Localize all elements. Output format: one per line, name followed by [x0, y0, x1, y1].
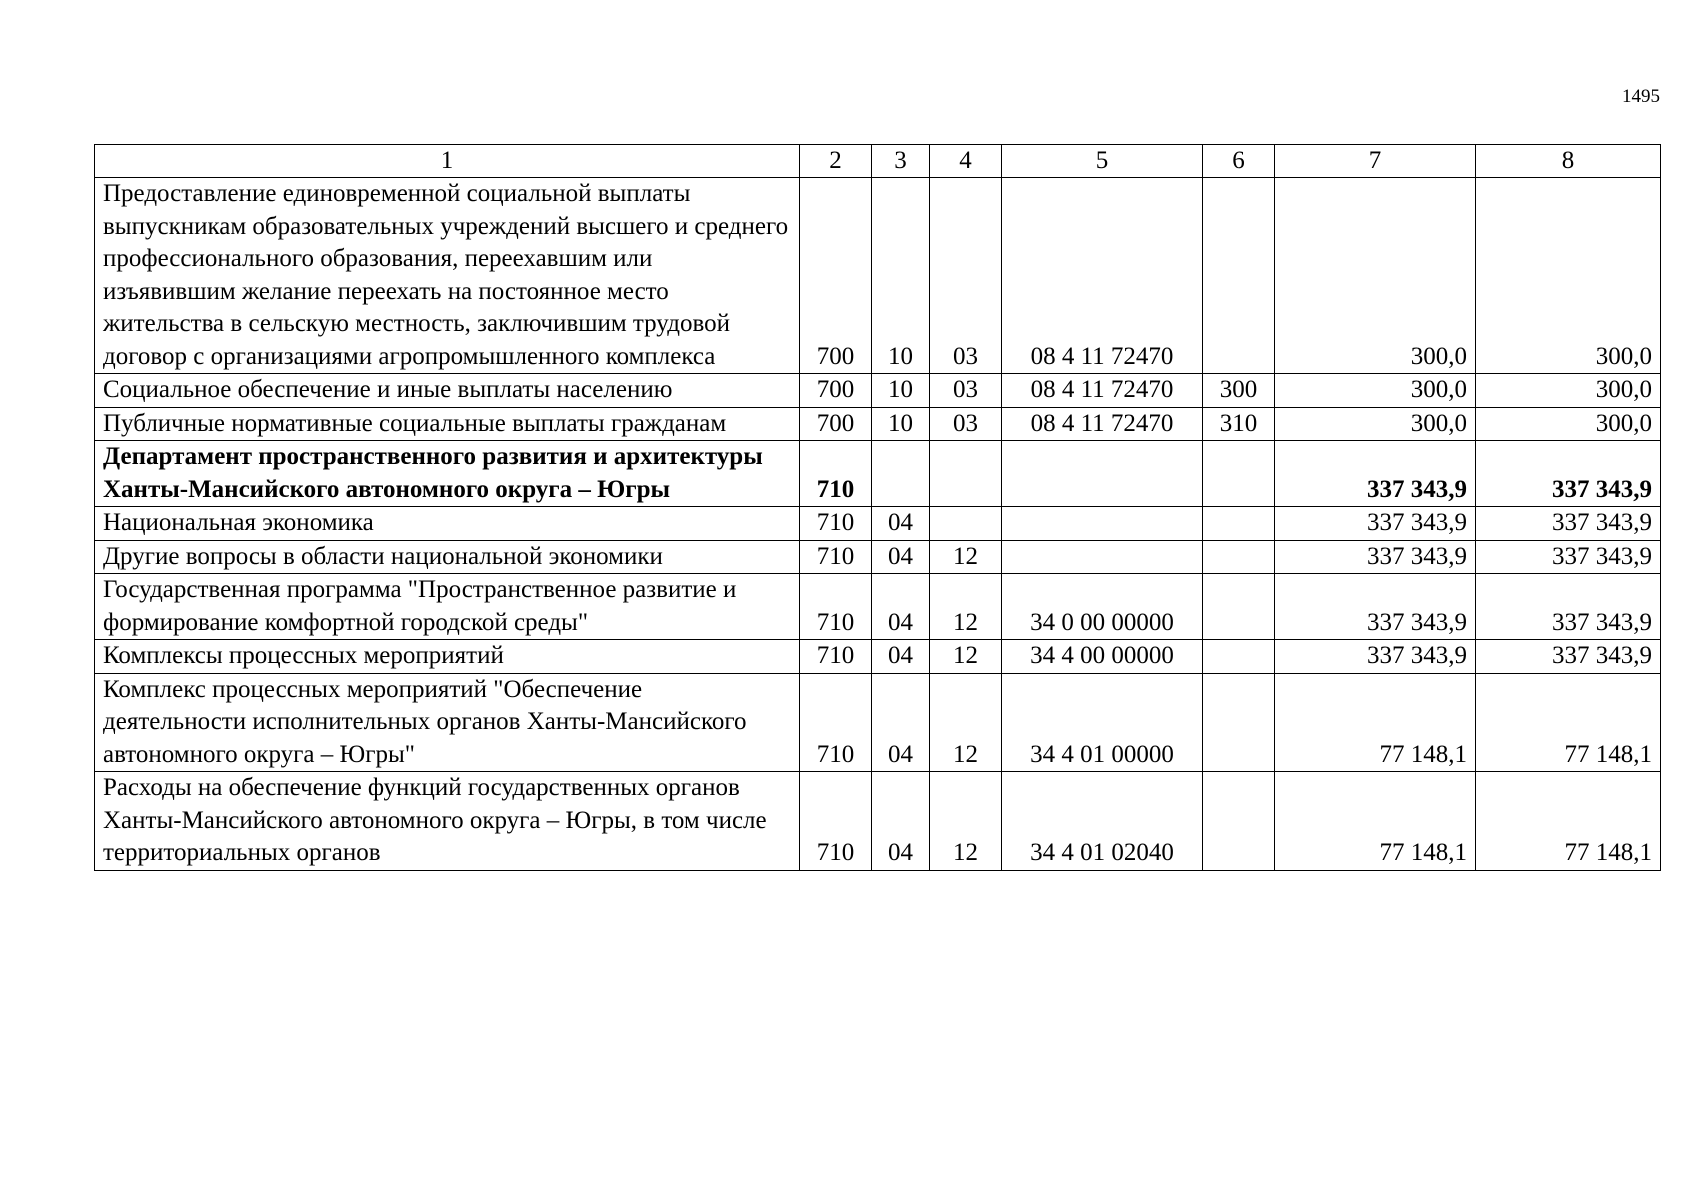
row-name-cell: Департамент пространственного развития и архитектуры Ханты-Мансийского автономного округа – Югры	[95, 441, 800, 507]
section-code-cell: 04	[872, 574, 930, 640]
amount-col7-cell: 337 343,9	[1275, 640, 1476, 674]
section-code-cell: 04	[872, 507, 930, 541]
expense-type-cell	[1203, 178, 1275, 374]
row-name-cell: Предоставление единовременной социальной выплаты выпускникам образовательных учреждений высшего и среднего профессионального образования, переехавшим или изъявившим желание переехать на постоянное место жительства в сельскую местность, заключившим трудовой договор с организациями агропромышленного комплекса	[95, 178, 800, 374]
admin-code-cell: 710	[800, 574, 872, 640]
table-row	[95, 441, 1661, 507]
amount-col7-cell: 300,0	[1275, 178, 1476, 374]
column-header: 8	[1476, 145, 1661, 178]
amount-col8-cell: 300,0	[1476, 407, 1661, 441]
column-header: 3	[872, 145, 930, 178]
amount-col8-cell: 337 343,9	[1476, 640, 1661, 674]
subsection-code-cell: 03	[930, 407, 1002, 441]
amount-col7-cell: 337 343,9	[1275, 574, 1476, 640]
table-row	[95, 673, 1661, 772]
section-code-cell: 04	[872, 673, 930, 772]
amount-col8-cell: 337 343,9	[1476, 574, 1661, 640]
amount-col7-cell: 337 343,9	[1275, 507, 1476, 541]
admin-code-cell: 710	[800, 507, 872, 541]
expense-type-cell	[1203, 441, 1275, 507]
target-article-cell	[1002, 507, 1203, 541]
row-name-cell: Расходы на обеспечение функций государственных органов Ханты-Мансийского автономного округа – Югры, в том числе территориальных органов	[95, 772, 800, 871]
subsection-code-cell	[930, 507, 1002, 541]
column-header: 6	[1203, 145, 1275, 178]
subsection-code-cell	[930, 441, 1002, 507]
amount-col7-cell: 337 343,9	[1275, 441, 1476, 507]
table-row	[95, 407, 1661, 441]
table-row	[95, 574, 1661, 640]
table-row	[95, 507, 1661, 541]
target-article-cell: 34 4 01 00000	[1002, 673, 1203, 772]
table-row	[95, 540, 1661, 574]
subsection-code-cell: 12	[930, 640, 1002, 674]
target-article-cell	[1002, 540, 1203, 574]
target-article-cell: 08 4 11 72470	[1002, 374, 1203, 408]
amount-col8-cell: 77 148,1	[1476, 673, 1661, 772]
row-name-cell: Национальная экономика	[95, 507, 800, 541]
expense-type-cell	[1203, 673, 1275, 772]
row-name-cell: Государственная программа "Пространственное развитие и формирование комфортной городской среды"	[95, 574, 800, 640]
section-code-cell: 10	[872, 178, 930, 374]
admin-code-cell: 710	[800, 772, 872, 871]
column-header: 4	[930, 145, 1002, 178]
row-name-cell: Комплекс процессных мероприятий "Обеспечение деятельности исполнительных органов Ханты-Мансийского автономного округа – Югры"	[95, 673, 800, 772]
expense-type-cell	[1203, 772, 1275, 871]
target-article-cell: 34 4 00 00000	[1002, 640, 1203, 674]
header-row	[95, 145, 1661, 178]
table-row	[95, 178, 1661, 374]
row-name-cell: Публичные нормативные социальные выплаты гражданам	[95, 407, 800, 441]
table-row	[95, 640, 1661, 674]
expense-type-cell	[1203, 640, 1275, 674]
target-article-cell: 08 4 11 72470	[1002, 407, 1203, 441]
row-name-cell: Другие вопросы в области национальной экономики	[95, 540, 800, 574]
expense-type-cell	[1203, 540, 1275, 574]
amount-col8-cell: 300,0	[1476, 178, 1661, 374]
row-name-cell: Комплексы процессных мероприятий	[95, 640, 800, 674]
table-row	[95, 772, 1661, 871]
amount-col8-cell: 337 343,9	[1476, 540, 1661, 574]
expense-type-cell: 310	[1203, 407, 1275, 441]
amount-col8-cell: 337 343,9	[1476, 441, 1661, 507]
admin-code-cell: 710	[800, 441, 872, 507]
subsection-code-cell: 03	[930, 374, 1002, 408]
budget-table	[94, 144, 1661, 871]
page-number: 1495	[1622, 86, 1660, 107]
row-name-cell: Социальное обеспечение и иные выплаты населению	[95, 374, 800, 408]
admin-code-cell: 710	[800, 640, 872, 674]
admin-code-cell: 700	[800, 374, 872, 408]
subsection-code-cell: 03	[930, 178, 1002, 374]
subsection-code-cell: 12	[930, 772, 1002, 871]
column-header: 5	[1002, 145, 1203, 178]
subsection-code-cell: 12	[930, 540, 1002, 574]
admin-code-cell: 700	[800, 178, 872, 374]
amount-col8-cell: 337 343,9	[1476, 507, 1661, 541]
table-row	[95, 374, 1661, 408]
section-code-cell: 04	[872, 640, 930, 674]
admin-code-cell: 700	[800, 407, 872, 441]
amount-col7-cell: 300,0	[1275, 374, 1476, 408]
column-header: 1	[95, 145, 800, 178]
amount-col8-cell: 77 148,1	[1476, 772, 1661, 871]
amount-col7-cell: 77 148,1	[1275, 772, 1476, 871]
subsection-code-cell: 12	[930, 574, 1002, 640]
amount-col8-cell: 300,0	[1476, 374, 1661, 408]
amount-col7-cell: 300,0	[1275, 407, 1476, 441]
section-code-cell: 10	[872, 374, 930, 408]
section-code-cell: 04	[872, 540, 930, 574]
section-code-cell	[872, 441, 930, 507]
subsection-code-cell: 12	[930, 673, 1002, 772]
section-code-cell: 04	[872, 772, 930, 871]
expense-type-cell	[1203, 507, 1275, 541]
expense-type-cell: 300	[1203, 374, 1275, 408]
expense-type-cell	[1203, 574, 1275, 640]
target-article-cell: 34 0 00 00000	[1002, 574, 1203, 640]
target-article-cell	[1002, 441, 1203, 507]
admin-code-cell: 710	[800, 540, 872, 574]
target-article-cell: 08 4 11 72470	[1002, 178, 1203, 374]
column-header: 7	[1275, 145, 1476, 178]
target-article-cell: 34 4 01 02040	[1002, 772, 1203, 871]
section-code-cell: 10	[872, 407, 930, 441]
admin-code-cell: 710	[800, 673, 872, 772]
amount-col7-cell: 337 343,9	[1275, 540, 1476, 574]
amount-col7-cell: 77 148,1	[1275, 673, 1476, 772]
column-header: 2	[800, 145, 872, 178]
